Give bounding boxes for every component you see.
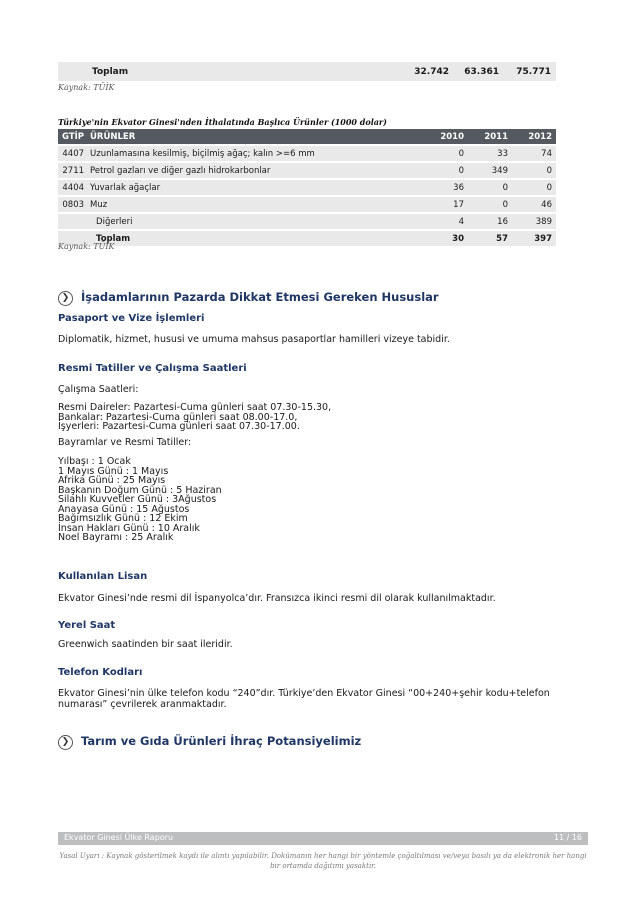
row-name: Diğerleri <box>86 214 424 229</box>
table-row <box>58 231 556 246</box>
row-2012: 397 <box>512 231 556 246</box>
holidays-heading: Resmi Tatiller ve Çalışma Saatleri <box>58 363 247 374</box>
row-2012: 0 <box>512 163 556 178</box>
section-heading-agri <box>58 734 361 750</box>
row-2010: 36 <box>424 180 468 195</box>
row-2011: 0 <box>468 197 512 212</box>
table-header-row <box>58 129 556 144</box>
chevron-right-icon: ❯ <box>58 291 73 306</box>
total-2012: 75.771 <box>516 66 551 77</box>
row-2012: 74 <box>512 146 556 161</box>
passport-text: Diplomatik, hizmet, hususi ve umuma mahsus pasaportlar hamilleri vizeye tabidir. <box>58 334 450 345</box>
row-name: Yuvarlak ağaçlar <box>86 180 424 195</box>
row-2011: 0 <box>468 180 512 195</box>
language-heading: Kullanılan Lisan <box>58 571 148 582</box>
total-2010: 32.742 <box>414 66 449 77</box>
row-2010: 17 <box>424 197 468 212</box>
row-2011: 16 <box>468 214 512 229</box>
row-2010: 0 <box>424 163 468 178</box>
holidays-label: Bayramlar ve Resmi Tatiller: <box>58 437 192 448</box>
section-heading-business <box>58 290 439 306</box>
section-title: İşadamlarının Pazarda Dikkat Etmesi Gereken Hususlar <box>81 290 439 304</box>
footer-report-name: Ekvator Ginesi Ülke Raporu <box>64 833 174 842</box>
row-code: 2711 <box>58 163 86 178</box>
local-time-text: Greenwich saatinden bir saat ileridir. <box>58 639 233 650</box>
table-row <box>58 197 556 212</box>
row-2012: 389 <box>512 214 556 229</box>
footer-bar <box>58 832 588 845</box>
row-code: 4404 <box>58 180 86 195</box>
table-row <box>58 180 556 195</box>
language-text: Ekvator Ginesi’nde resmi dil İspanyolca’dır. Fransızca ikinci resmi dil olarak kullanılmaktadır. <box>58 593 496 604</box>
row-name: Muz <box>86 197 424 212</box>
source-note: Kaynak: TÜİK <box>58 242 115 251</box>
table-row <box>58 163 556 178</box>
row-name: Petrol gazları ve diğer gazlı hidrokarbonlar <box>86 163 424 178</box>
row-2011: 349 <box>468 163 512 178</box>
local-time-heading: Yerel Saat <box>58 620 116 631</box>
row-code <box>58 214 86 229</box>
row-2011: 33 <box>468 146 512 161</box>
holidays-list: Yılbaşı : 1 Ocak 1 Mayıs Günü : 1 Mayıs Afrika Günü : 25 Mayıs Başkanın Doğum Günü : 5 Haziran Silahlı Kuvvetler Günü : 3Ağustos Anayasa Günü : 15 Ağustos Bağımsızlık Günü : 12 Ekim İnsan Hakları Günü : 10 Aralık Noel Bayramı : 25 Aralık <box>58 456 222 543</box>
work-hours-label: Çalışma Saatleri: <box>58 384 139 395</box>
row-2012: 0 <box>512 180 556 195</box>
import-table-caption: Türkiye'nin Ekvator Ginesi'nden İthalatında Başlıca Ürünler (1000 dolar) <box>58 117 387 127</box>
row-2010: 30 <box>424 231 468 246</box>
col-2012: 2012 <box>512 129 556 144</box>
row-code: 4407 <box>58 146 86 161</box>
row-2012: 46 <box>512 197 556 212</box>
col-gtip: GTİP <box>58 129 86 144</box>
page-number: 11 / 16 <box>553 833 582 842</box>
row-name: Uzunlamasına kesilmiş, biçilmiş ağaç; kalın >=6 mm <box>86 146 424 161</box>
total-2011: 63.361 <box>464 66 499 77</box>
legal-disclaimer: Yasal Uyarı : Kaynak gösterilmek kaydı ile alıntı yapılabilir. Dokümanın her hangi bir yöntemle çoğaltılması ve/veya basılı ya da elektronik her hangi bir ortamda dağıtımı yasaktır. <box>59 852 587 870</box>
export-total-table <box>58 62 556 81</box>
section-title: Tarım ve Gıda Ürünleri İhraç Potansiyelimiz <box>81 734 362 748</box>
row-2011: 57 <box>468 231 512 246</box>
source-note: Kaynak: TÜİK <box>58 83 115 92</box>
table-row <box>58 214 556 229</box>
chevron-right-icon: ❯ <box>58 735 73 750</box>
col-products: ÜRÜNLER <box>86 129 424 144</box>
phone-codes-heading: Telefon Kodları <box>58 667 143 678</box>
row-code: 0803 <box>58 197 86 212</box>
row-name: Toplam <box>86 231 424 246</box>
total-label: Toplam <box>92 66 129 77</box>
phone-codes-text: Ekvator Ginesi’nin ülke telefon kodu “240”dır. Türkiye’den Ekvator Ginesi “00+240+şehir kodu+telefon numarası” çevrilerek aranmaktadır. <box>58 688 550 710</box>
import-table <box>58 127 556 248</box>
row-2010: 4 <box>424 214 468 229</box>
col-2011: 2011 <box>468 129 512 144</box>
passport-heading: Pasaport ve Vize İşlemleri <box>58 313 205 324</box>
table-row <box>58 146 556 161</box>
col-2010: 2010 <box>424 129 468 144</box>
work-hours-list: Resmi Daireler: Pazartesi-Cuma günleri saat 07.30-15.30, Bankalar: Pazartesi-Cuma günleri saat 08.00-17.0, İşyerleri: Pazartesi-Cuma günleri saat 07.30-17.00. <box>58 402 332 432</box>
row-2010: 0 <box>424 146 468 161</box>
table-row <box>58 62 556 81</box>
